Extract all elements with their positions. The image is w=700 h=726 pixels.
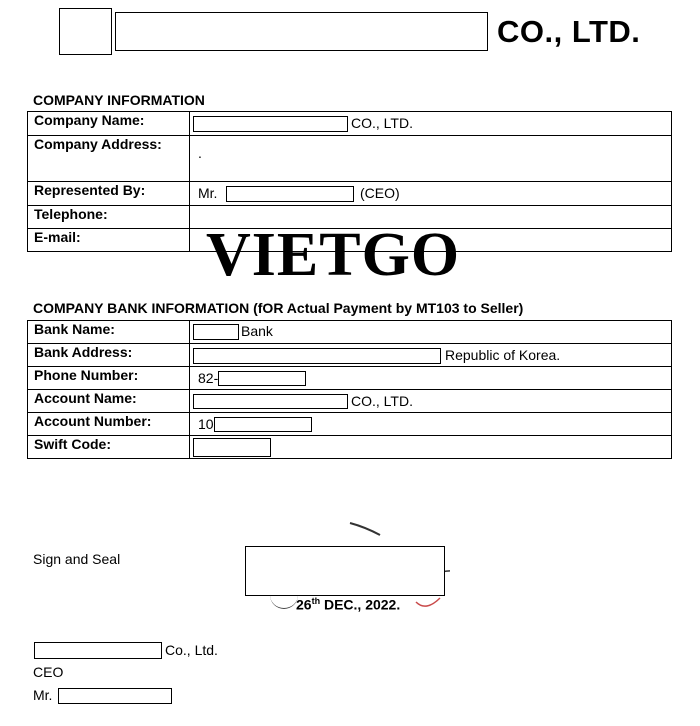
company-name-label: Company Name: — [28, 112, 190, 136]
account-name-value — [190, 390, 672, 413]
account-number-prefix: 10 — [198, 416, 214, 432]
table-row — [28, 321, 672, 344]
company-name-suffix: CO., LTD. — [351, 115, 413, 131]
company-name-value — [190, 112, 672, 136]
bank-info-title: COMPANY BANK INFORMATION (fOR Actual Payment by MT103 to Seller) — [33, 300, 524, 316]
table-row — [28, 436, 672, 459]
date-day: 26 — [296, 596, 312, 613]
signature-redacted — [245, 546, 445, 596]
redacted-box — [214, 417, 312, 432]
account-number-value — [190, 413, 672, 436]
redacted-box — [193, 324, 239, 340]
signature-curl — [270, 594, 298, 609]
account-name-label: Account Name: — [28, 390, 190, 413]
telephone-label: Telephone: — [28, 206, 190, 229]
bank-name-label: Bank Name: — [28, 321, 190, 344]
bank-name-value — [190, 321, 672, 344]
represented-by-label: Represented By: — [28, 182, 190, 206]
table-row — [28, 344, 672, 367]
date-rest: DEC., 2022. — [320, 596, 401, 613]
company-address-value — [190, 136, 672, 182]
redacted-box — [193, 438, 271, 457]
vietgo-watermark: VIETGO — [206, 221, 461, 289]
table-row — [28, 390, 672, 413]
redacted-box — [226, 186, 354, 202]
bank-name-suffix: Bank — [241, 323, 273, 339]
phone-number-prefix: 82- — [198, 370, 219, 386]
account-number-label: Account Number: — [28, 413, 190, 436]
header-company-suffix: CO., LTD. — [497, 14, 641, 49]
company-name-redacted — [115, 12, 488, 51]
phone-number-value — [190, 367, 672, 390]
signer-name-prefix: Mr. — [33, 687, 53, 703]
signature-date — [296, 596, 400, 613]
logo-box-redacted — [59, 8, 112, 55]
redacted-box — [193, 116, 348, 132]
redacted-box — [193, 348, 441, 364]
bank-address-label: Bank Address: — [28, 344, 190, 367]
represented-by-value — [190, 182, 672, 206]
redacted-box — [193, 394, 348, 409]
bank-address-suffix: Republic of Korea. — [445, 347, 561, 363]
sign-and-seal-label: Sign and Seal — [33, 551, 121, 567]
company-info-title: COMPANY INFORMATION — [33, 92, 205, 108]
signer-title: CEO — [33, 664, 64, 680]
table-row — [28, 112, 672, 136]
account-name-suffix: CO., LTD. — [351, 393, 413, 409]
redacted-box — [218, 371, 306, 386]
email-label: E-mail: — [28, 229, 190, 252]
represented-by-suffix: (CEO) — [360, 185, 400, 201]
represented-by-prefix: Mr. — [198, 185, 218, 201]
swift-code-value — [190, 436, 672, 459]
company-address-text: . — [198, 145, 202, 161]
signer-company-redacted — [34, 642, 162, 659]
signer-company-suffix: Co., Ltd. — [165, 642, 218, 658]
table-row — [28, 367, 672, 390]
company-address-label: Company Address: — [28, 136, 190, 182]
signer-name-redacted — [58, 688, 172, 704]
bank-info-table — [27, 320, 672, 459]
phone-number-label: Phone Number: — [28, 367, 190, 390]
date-ordinal: th — [311, 596, 321, 606]
table-row — [28, 136, 672, 182]
table-row — [28, 182, 672, 206]
swift-code-label: Swift Code: — [28, 436, 190, 459]
bank-address-value — [190, 344, 672, 367]
table-row — [28, 413, 672, 436]
